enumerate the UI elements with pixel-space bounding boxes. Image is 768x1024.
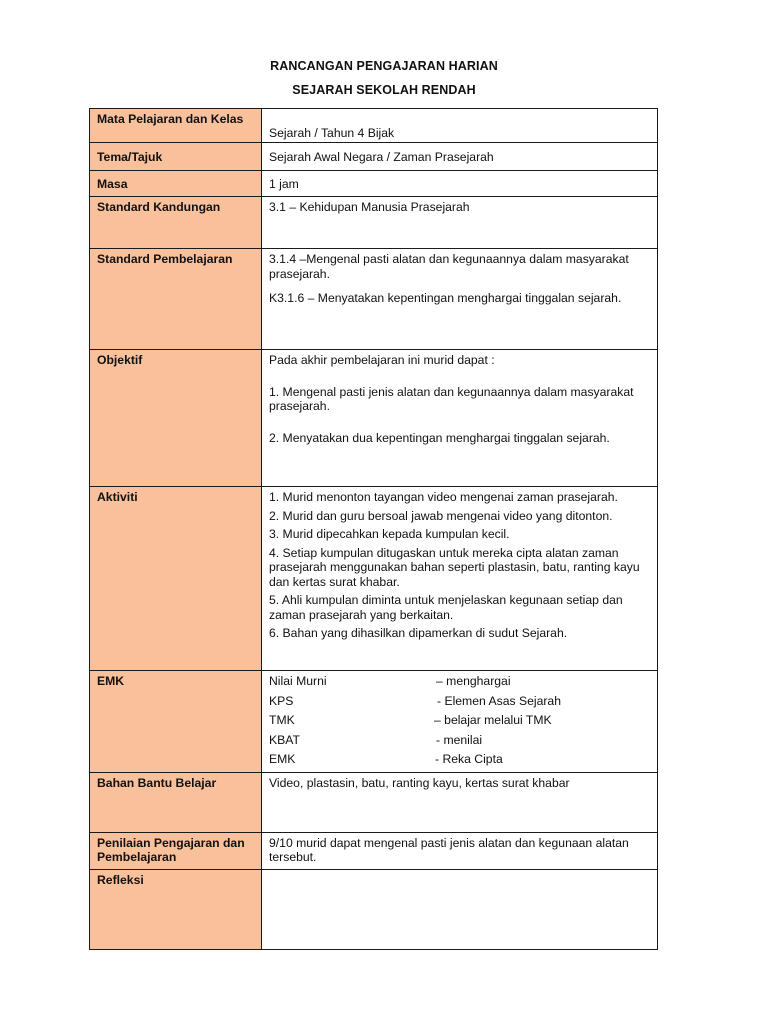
row-label-tema: Tema/Tajuk	[90, 143, 262, 171]
objektif-2: 2. Menyatakan dua kepentingan menghargai tinggalan sejarah.	[269, 430, 610, 445]
emk-item: TMK – belajar melalui TMK	[269, 713, 552, 727]
table-row	[90, 487, 658, 671]
table-row	[90, 671, 658, 773]
aktiviti-item: 1. Murid menonton tayangan video mengenai zaman prasejarah.	[269, 490, 618, 504]
row-value-tema: Sejarah Awal Negara / Zaman Prasejarah	[262, 143, 658, 171]
emk-item: KBAT - menilai	[269, 732, 483, 747]
row-label-standard-kandungan: Standard Kandungan	[90, 197, 262, 249]
row-label-bahan: Bahan Bantu Belajar	[90, 772, 262, 832]
table-row	[90, 197, 658, 249]
table-row	[90, 869, 658, 949]
lesson-plan-table	[89, 108, 658, 950]
emk-item: EMK - Reka Cipta	[269, 752, 503, 766]
row-value-mata-pelajaran: Sejarah / Tahun 4 Bijak	[269, 126, 395, 140]
row-label-emk: EMK	[90, 671, 262, 773]
table-row	[90, 832, 658, 869]
aktiviti-item: 3. Murid dipecahkan kepada kumpulan kecil.	[269, 527, 510, 541]
document-subtitle: SEJARAH SEKOLAH RENDAH	[292, 83, 476, 97]
row-label-standard-pembelajaran: Standard Pembelajaran	[90, 249, 262, 350]
aktiviti-item: 2. Murid dan guru bersoal jawab mengenai video yang ditonton.	[269, 508, 613, 523]
row-label-penilaian: Penilaian Pengajaran dan Pembelajaran	[90, 832, 262, 869]
row-label-mata-pelajaran: Mata Pelajaran dan Kelas	[90, 109, 262, 143]
table-row	[90, 143, 658, 171]
document-title: RANCANGAN PENGAJARAN HARIAN	[270, 59, 498, 73]
row-label-masa: Masa	[90, 171, 262, 197]
objektif-intro: Pada akhir pembelajaran ini murid dapat :	[269, 353, 495, 367]
standard-pembelajaran-1: 3.1.4 –Mengenal pasti alatan dan kegunaannya dalam masyarakat prasejarah.	[269, 252, 629, 281]
row-value-penilaian: 9/10 murid dapat mengenal pasti jenis alatan dan kegunaan alatan tersebut.	[262, 832, 658, 869]
row-label-aktiviti: Aktiviti	[90, 487, 262, 671]
emk-item: KPS - Elemen Asas Sejarah	[269, 693, 561, 708]
objektif-1: 1. Mengenal pasti jenis alatan dan kegunaannya dalam masyarakat prasejarah.	[269, 384, 634, 413]
row-value-masa: 1 jam	[262, 171, 658, 197]
table-row	[90, 350, 658, 487]
standard-pembelajaran-2: K3.1.6 – Menyatakan kepentingan menghargai tinggalan sejarah.	[269, 291, 622, 305]
table-row	[90, 109, 658, 143]
aktiviti-item: 5. Ahli kumpulan diminta untuk menjelaskan kegunaan setiap dan zaman prasejarah yang berkaitan.	[269, 593, 623, 622]
table-row	[90, 249, 658, 350]
row-value-standard-kandungan: 3.1 – Kehidupan Manusia Prasejarah	[262, 197, 658, 249]
emk-item: Nilai Murni – menghargai	[269, 674, 511, 688]
row-label-objektif: Objektif	[90, 350, 262, 487]
table-row	[90, 171, 658, 197]
table-row	[90, 772, 658, 832]
row-value-bahan: Video, plastasin, batu, ranting kayu, kertas surat khabar	[262, 772, 658, 832]
aktiviti-item: 4. Setiap kumpulan ditugaskan untuk mereka cipta alatan zaman prasejarah menggunakan bahan seperti plastasin, batu, ranting kayu dan kertas surat khabar.	[269, 545, 640, 589]
aktiviti-item: 6. Bahan yang dihasilkan dipamerkan di sudut Sejarah.	[269, 626, 568, 640]
row-label-refleksi: Refleksi	[90, 869, 262, 949]
row-value-refleksi	[262, 869, 658, 949]
